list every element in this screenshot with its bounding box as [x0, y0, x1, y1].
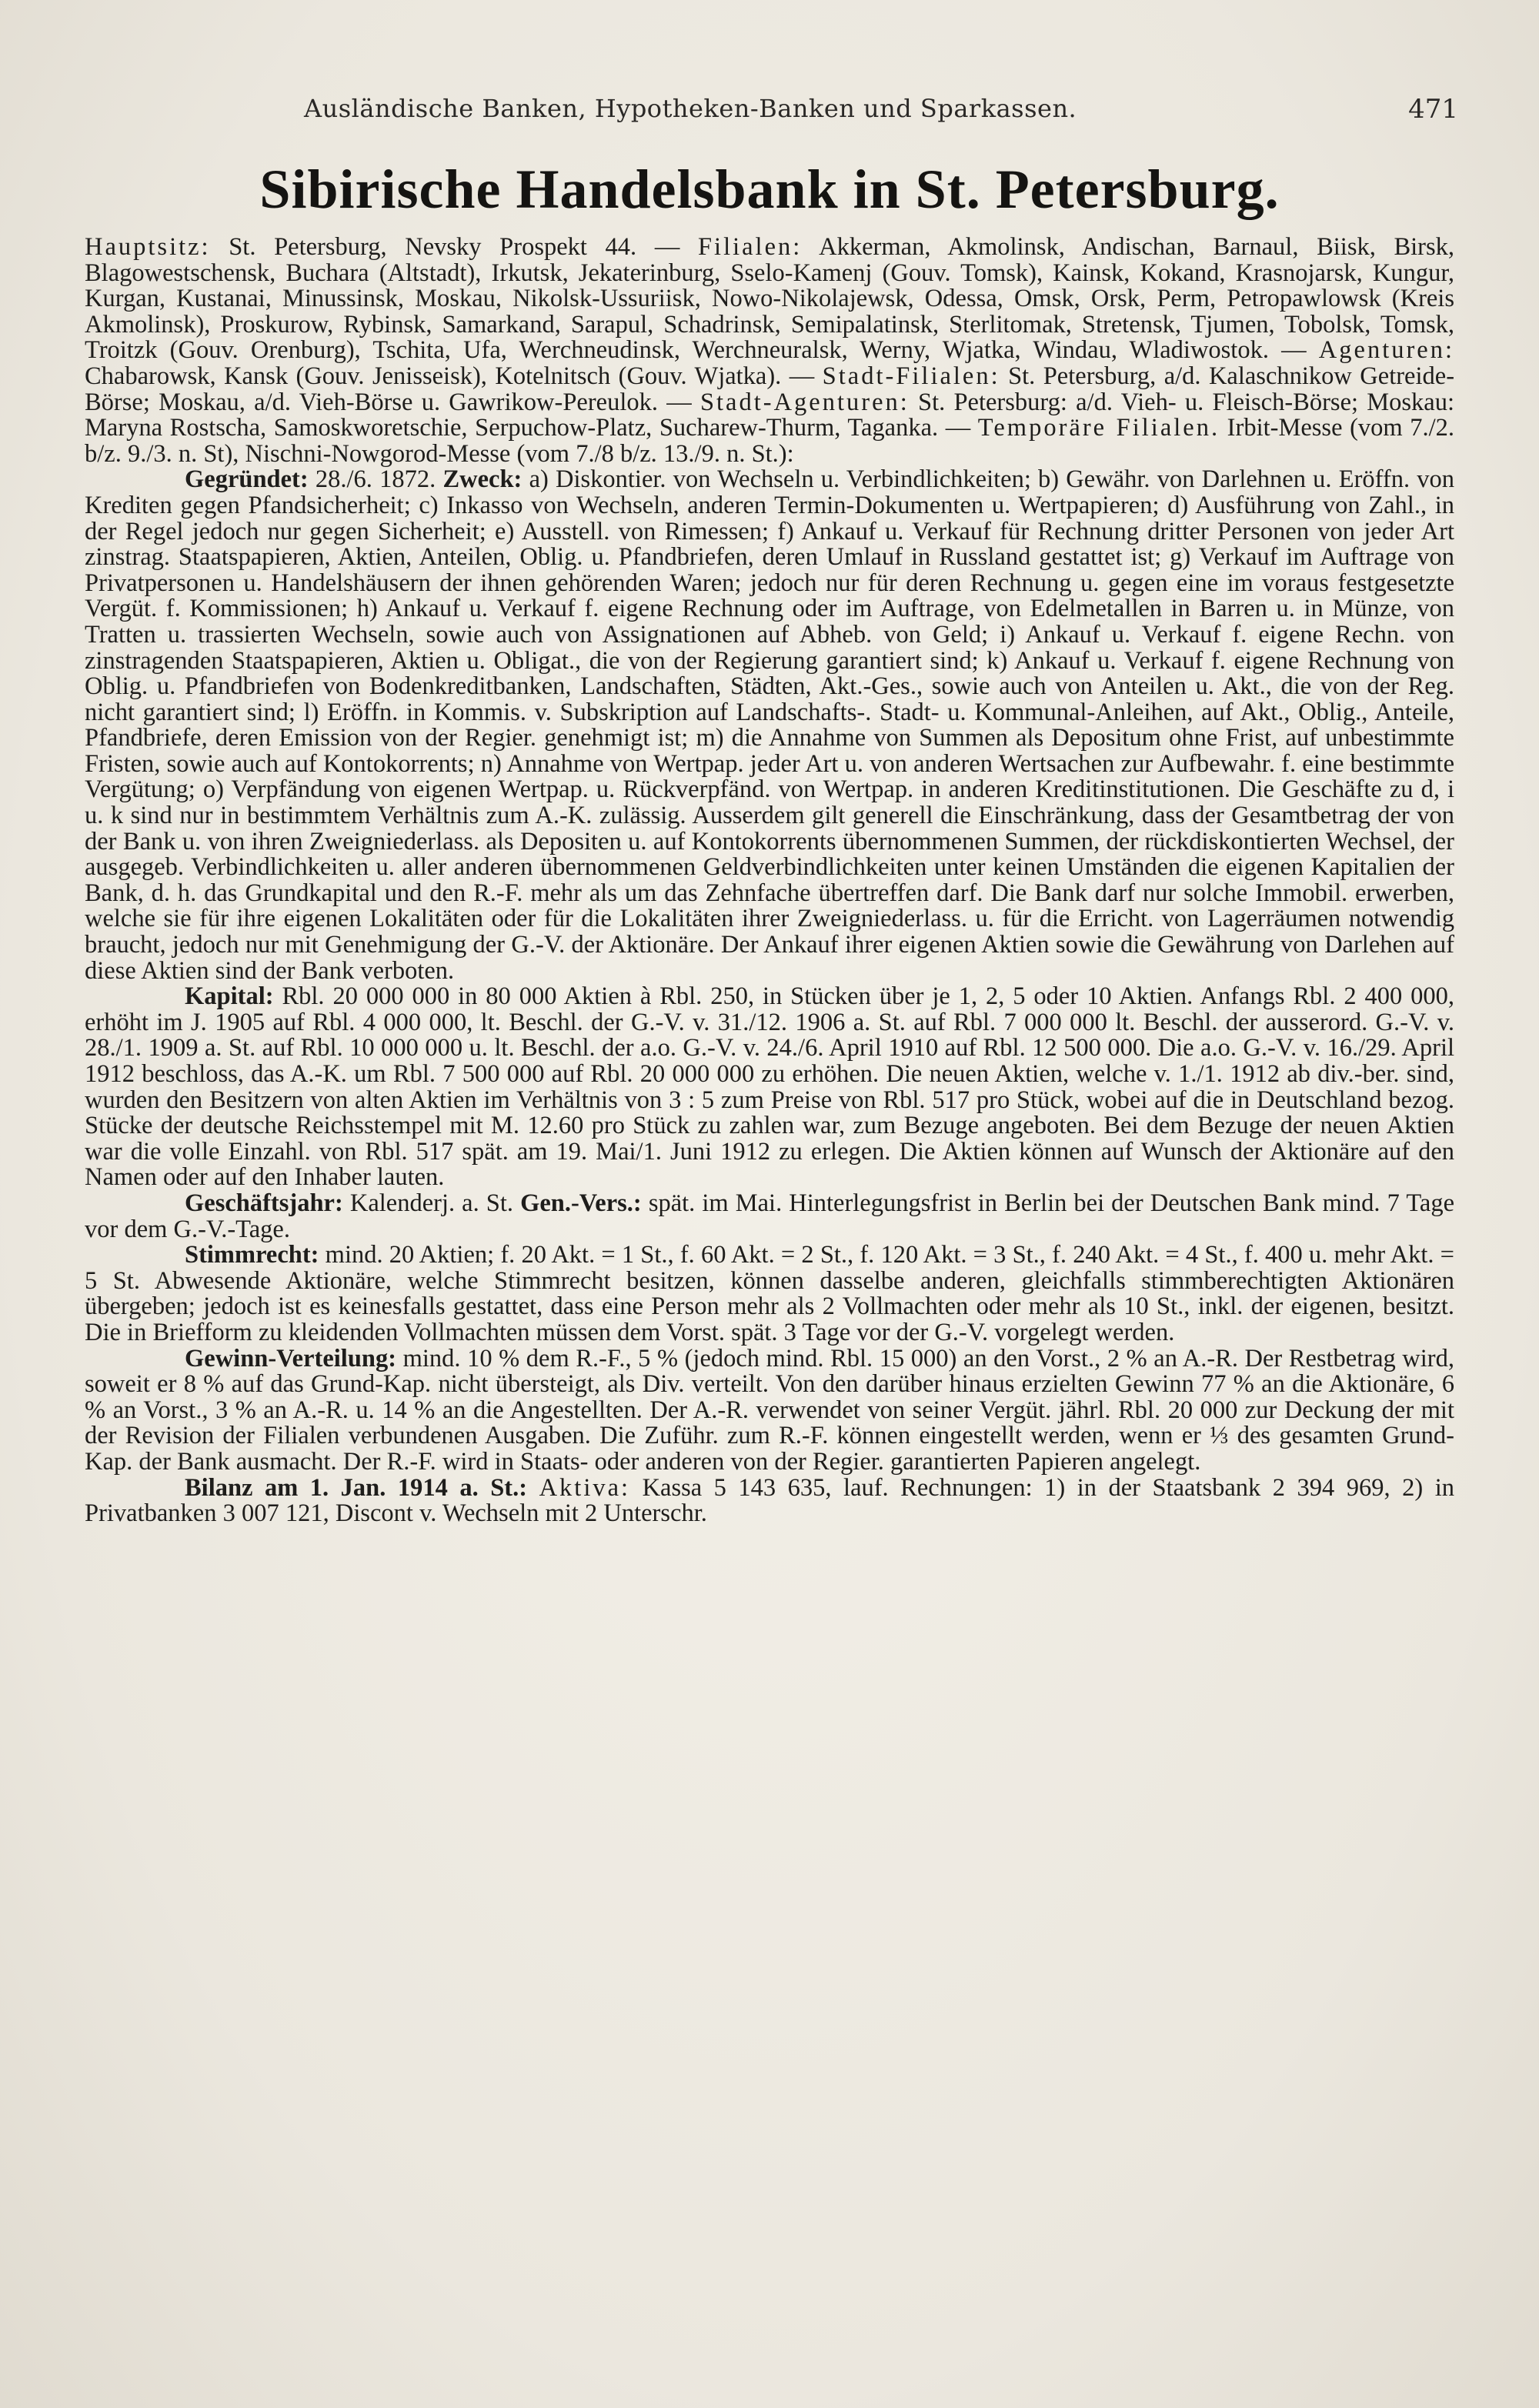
genvers-label: Gen.-Vers.: — [520, 1189, 642, 1217]
agenturen-label: Agenturen: — [1318, 336, 1454, 365]
hauptsitz-text: St. Petersburg, Nevsky Prospekt 44. — — [229, 233, 680, 261]
temporaere-filialen-text: Irbit-Messe (vom 7./2. b/z. 9./3. n. St), Nischni-Nowgorod-Messe (vom 7./8 b/z. 13./9. n. St.): — [85, 414, 1455, 468]
hauptsitz-paragraph — [85, 235, 1454, 467]
aktiva-label: Aktiva: — [539, 1473, 631, 1502]
stimmrecht-label: Stimmrecht: — [185, 1241, 319, 1269]
kapital-paragraph — [85, 984, 1454, 1191]
bilanz-paragraph — [85, 1473, 1455, 1528]
bilanz-label: Bilanz am 1. Jan. 1914 a. St.: — [185, 1473, 528, 1502]
zweck-label: Zweck: — [442, 465, 522, 494]
page-title: Sibirische Handelsbank in St. Petersburg. — [259, 158, 1280, 220]
zweck-text: a) Diskontier. von Wechseln u. Verbindlichkeiten; b) Gewähr. von Darlehnen u. Eröffn. von Krediten gegen Pfandsicherheit; c) Inkasso von Wechseln, anderen Termin-Dokumenten u. Wertpapieren; d) Ausführung von Zahl., in der Regel jedoch nur gegen Sicherheit; e) Ausstell. von Rimessen; f) Ankauf u. Verkauf für Rechnung dritter Personen von jeder Art zinstrag. Staatspapieren, Aktien, Anteilen, Oblig. u. Pfandbriefen, deren Umlauf in Russland gestattet ist; g) Verkauf im Auftrage von Privatpersonen u. Handelshäusern der ihnen gehörenden Waren; jedoch nur für deren Rechnung u. gegen eine im voraus festgesetzte Vergüt. f. Kommissionen; h) Ankauf u. Verkauf f. eigene Rechnung oder im Auftrage, von Edelmetallen in Barren u. in Münze, von Tratten u. trassierten Wechseln, sowie auch von Assignationen auf Abheb. von Geld; i) Ankauf u. Verkauf f. eigene Rechn. von zinstragenden Staatspapieren, Aktien u. Obligat., die von der Regierung garantiert sind; k) Ankauf u. Verkauf f. eigene Rechnung von Oblig. u. Pfandbriefen von Bodenkreditbanken, Landschaften, Städten, Akt.-Ges., sowie auch von Anteilen u. Akt., die von der Reg. nicht garantiert sind; l) Eröffn. in Kommis. v. Subskription auf Landschafts-. Stadt- u. Kommunal-Anleihen, auf Akt., Oblig., Anteile, Pfandbriefe, deren Emission von der Regier. genehmigt ist; m) die Annahme von Summen als Depositum ohne Frist, auf unbestimmte Fristen, sowie auch auf Kontokorrents; n) Annahme von Wertpap. jeder Art u. von anderen Wertsachen zur Aufbewahr. f. eine bestimmte Vergütung; o) Verpfändung von eigenen Wertpap. u. Rückverpfänd. von Wertpap. in anderen Kreditinstitutionen. Die Geschäfte zu d, i u. k sind nur in bestimmtem Verhältnis zum A.-K. zulässig. Ausserdem gilt generell die Einschränkung, dass der Gesamtbetrag der von der Bank u. von ihren Zweigniederlass. als Depositen u. auf Kontokorrents übernommenen Summen, der rückdiskontierten Wechsel, der ausgegeb. Verbindlichkeiten u. aller anderen übernommenen Geldverbindlichkeiten unter keinen Umständen die eigenen Kapitalien der Bank, d. h. das Grundkapital und den R.-F. mehr als um das Zehnfache übertreffen darf. Die Bank darf nur solche Immobil. erwerben, welche sie für ihre eigenen Lokalitäten oder für die Lokalitäten ihrer Zweigniederlass. u. für die Erricht. von Lagerräumen notwendig braucht, jedoch nur mit Genehmigung der G.-V. der Aktionäre. Der Ankauf ihrer eigenen Aktien sowie die Gewährung von Darlehen auf diese Aktien sind der Bank verboten. — [85, 465, 1455, 985]
stadt-filialen-label: Stadt-Filialen: — [822, 362, 1000, 390]
temporaere-filialen-label: Temporäre Filialen. — [977, 414, 1220, 442]
hauptsitz-label: Hauptsitz: — [85, 233, 211, 261]
genvers-text: spät. im Mai. Hinterlegungsfrist in Berlin bei der Deutschen Bank mind. 7 Tage vor dem G.-V.-Tage. — [85, 1189, 1455, 1243]
geschaeftsjahr-paragraph — [85, 1191, 1454, 1242]
stadt-agenturen-label: Stadt-Agenturen: — [699, 388, 910, 416]
gegruendet-text: 28./6. 1872. — [315, 465, 436, 494]
stadt-filialen-text: St. Petersburg, a/d. Kalaschnikow Getreide-Börse; Moskau, a/d. Vieh-Börse u. Gawrikow-Pereulok. — — [85, 362, 1455, 416]
agenturen-text: Chabarowsk, Kansk (Gouv. Jenisseisk), Kotelnitsch (Gouv. Wjatka). — — [85, 362, 815, 390]
filialen-label: Filialen: — [697, 233, 803, 261]
stimmrecht-paragraph — [85, 1242, 1454, 1346]
article-body — [85, 235, 1454, 1527]
stadt-agenturen-text: St. Petersburg: a/d. Vieh- u. Fleisch-Börse; Moskau: Maryna Rostscha, Samoskworetschie, Serpuchow-Platz, Sucharew-Thurm, Taganka. — — [85, 388, 1455, 442]
kapital-text: Rbl. 20 000 000 in 80 000 Aktien à Rbl. 250, in Stücken über je 1, 2, 5 oder 10 Aktien. Anfangs Rbl. 2 400 000, erhöht im J. 1905 auf Rbl. 4 000 000, lt. Beschl. der G.-V. v. 31./12. 1906 a. St. auf Rbl. 7 000 000 lt. Beschl. der ausserord. G.-V. v. 28./1. 1909 a. St. auf Rbl. 10 000 000 u. lt. Beschl. der a.o. G.-V. v. 24./6. April 1910 auf Rbl. 12 500 000. Die a.o. G.-V. v. 16./29. April 1912 beschloss, das A.-K. um Rbl. 7 500 000 auf Rbl. 20 000 000 zu erhöhen. Die neuen Aktien, welche v. 1./1. 1912 ab div.-ber. sind, wurden den Besitzern von alten Aktien im Verhältnis von 3 : 5 zum Preise von Rbl. 517 pro Stück, wobei auf die in Deutschland bezog. Stücke der deutsche Reichsstempel mit M. 12.60 pro Stück zu zahlen war, zum Bezuge angeboten. Bei dem Bezuge der neuen Aktien war die volle Einzahl. von Rbl. 517 spät. am 19. Mai/1. Juni 1912 zu erlegen. Die Aktien können auf Wunsch der Aktionäre auf den Namen oder auf den Inhaber lauten. — [85, 982, 1455, 1192]
gewinn-label: Gewinn-Verteilung: — [185, 1344, 397, 1372]
gewinn-paragraph — [85, 1346, 1454, 1476]
bilanz-text: Kassa 5 143 635, lauf. Rechnungen: 1) in der Staatsbank 2 394 969, 2) in Privatbanken 3 007 121, Discont v. Wechseln mit 2 Unterschr. — [85, 1473, 1455, 1528]
geschaeftsjahr-text: Kalenderj. a. St. — [349, 1189, 514, 1217]
gewinn-text: mind. 10 % dem R.-F., 5 % (jedoch mind. Rbl. 15 000) an den Vorst., 2 % an A.-R. Der Restbetrag wird, soweit er 8 % auf das Grund-Kap. nicht übersteigt, als Div. verteilt. Von den darüber hinaus erzielten Gewinn 77 % an die Aktionäre, 6 % an Vorst., 3 % an A.-R. u. 14 % an die Angestellten. Der A.-R. verwendet von seiner Vergüt. jährl. Rbl. 20 000 zur Deckung der mit der Revision der Filialen verbundenen Ausgaben. Die Zuführ. zum R.-F. können eingestellt werden, wenn er ⅓ des gesamten Grund-Kap. der Bank ausmacht. Der R.-F. wird in Staats- oder anderen von der Regier. garantierten Papieren angelegt. — [85, 1344, 1455, 1476]
kapital-label: Kapital: — [185, 982, 274, 1011]
gegruendet-paragraph — [85, 467, 1454, 984]
page-number: 471 — [1408, 94, 1458, 125]
stimmrecht-text: mind. 20 Aktien; f. 20 Akt. = 1 St., f. 60 Akt. = 2 St., f. 120 Akt. = 3 St., f. 240 Akt. = 4 St., f. 400 u. mehr Akt. = 5 St. Abwesende Aktionäre, welche Stimmrecht besitzen, können dasselbe anderen, gleichfalls stimmberechtigten Aktionären übergeben; jedoch ist es keinesfalls gestattet, dass eine Person mehr als 2 Vollmachten oder mehr als 10 St., inkl. der eigenen, besitzt. Die in Briefform zu kleidenden Vollmachten müssen dem Vorst. spät. 3 Tage vor der G.-V. vorgelegt werden. — [85, 1241, 1455, 1346]
running-head: Ausländische Banken, Hypotheken-Banken und Sparkassen. — [304, 94, 1077, 123]
geschaeftsjahr-label: Geschäftsjahr: — [185, 1189, 343, 1217]
gegruendet-label: Gegründet: — [185, 465, 309, 494]
filialen-text: Akkerman, Akmolinsk, Andischan, Barnaul, Biisk, Birsk, Blagowestschensk, Buchara (Altstadt), Irkutsk, Jekaterinburg, Sselo-Kamenj (Gouv. Tomsk), Kainsk, Kokand, Krasnojarsk, Kungur, Kurgan, Kustanai, Minussinsk, Moskau, Nikolsk-Ussuriisk, Nowo-Nikolajewsk, Odessa, Omsk, Orsk, Perm, Petropawlowsk (Kreis Akmolinsk), Proskurow, Rybinsk, Samarkand, Sarapul, Schadrinsk, Semipalatinsk, Sterlitomak, Stretensk, Tjumen, Tobolsk, Tomsk, Troitzk (Gouv. Orenburg), Tschita, Ufa, Werchneudinsk, Werchneuralsk, Werny, Wjatka, Windau, Wladiwostok. — — [85, 233, 1455, 365]
